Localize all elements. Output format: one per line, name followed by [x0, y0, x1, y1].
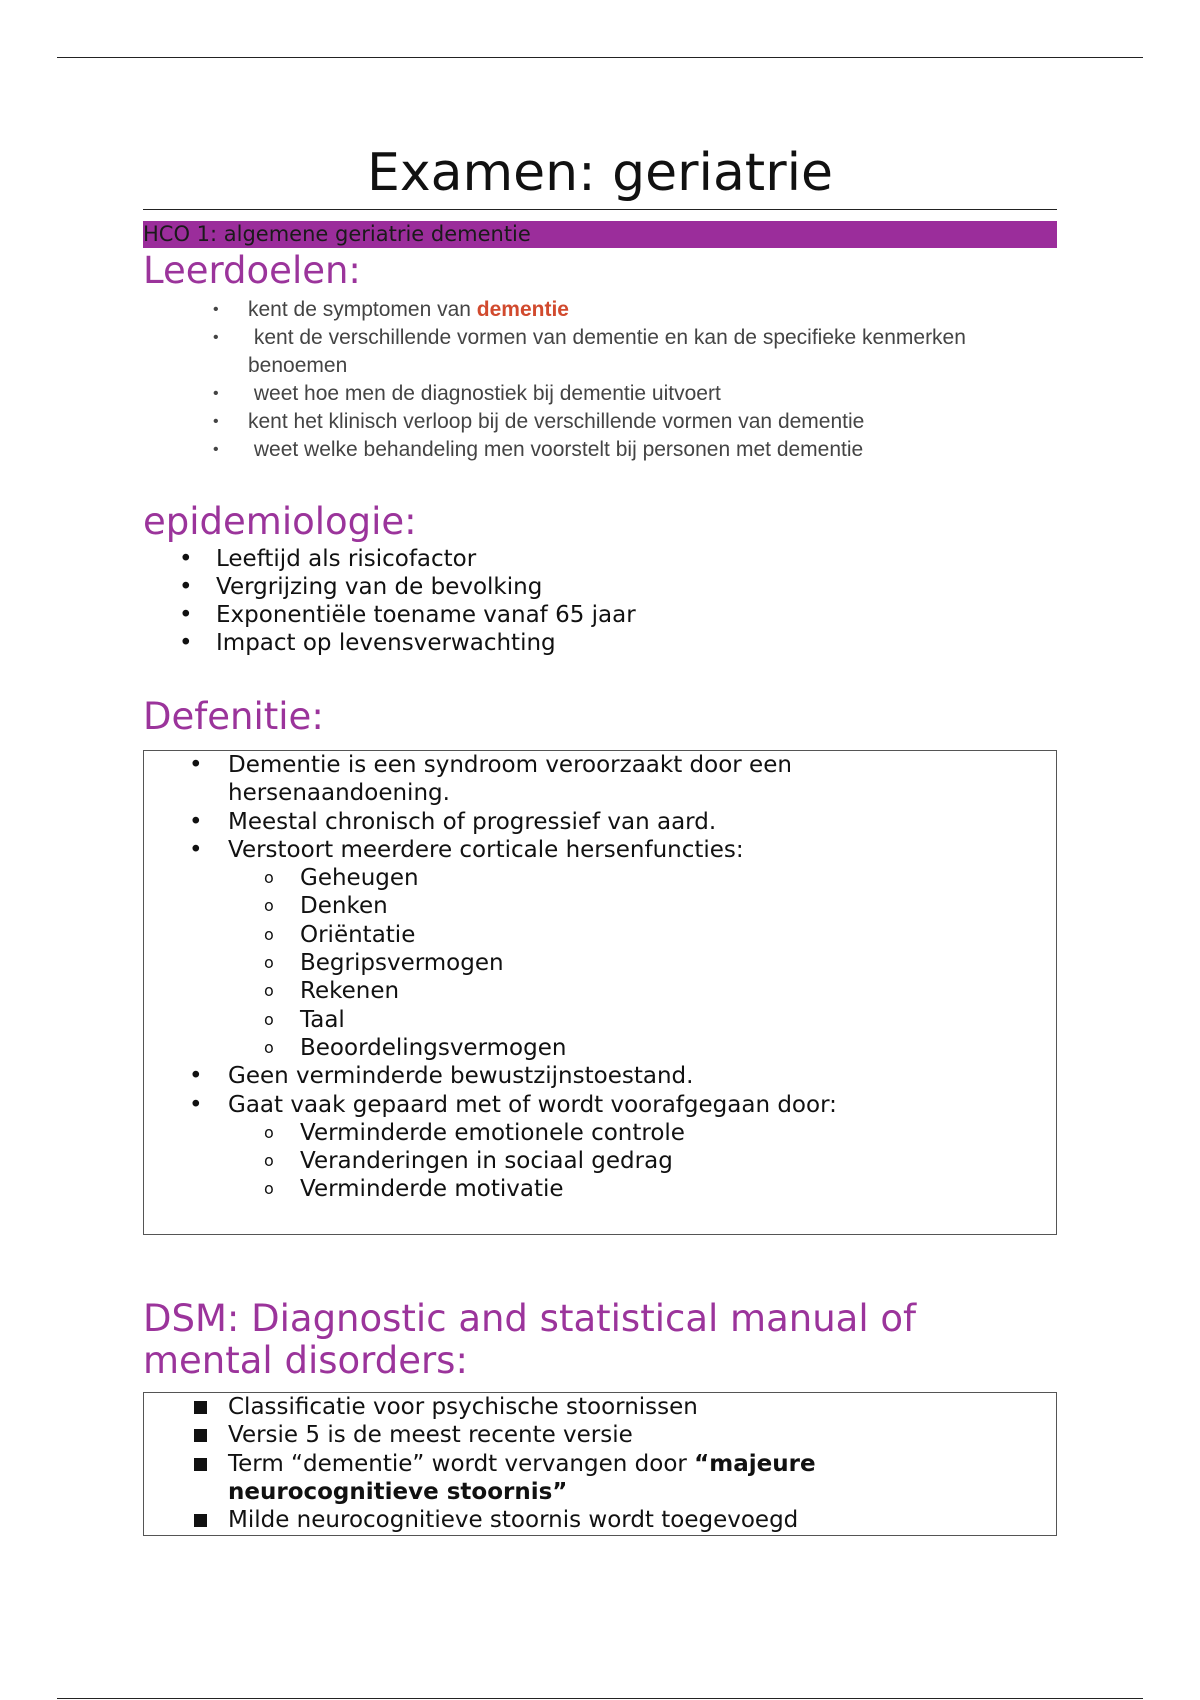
list-item-text: Geheugen [300, 865, 419, 892]
dsm-heading: DSM: Diagnostic and statistical manual of mental disorders: [143, 1297, 917, 1382]
list-item [144, 1006, 1056, 1034]
list-item-text: Oriëntatie [300, 921, 416, 948]
defenitie-list [144, 751, 1056, 1204]
list-item [144, 751, 1056, 808]
list-item-text: Verminderde motivatie [300, 1176, 564, 1203]
goal-highlight: dementie [476, 298, 569, 321]
list-item-text: Milde neurocognitieve stoornis wordt toegevoegd [228, 1507, 799, 1534]
list-item [144, 977, 1056, 1005]
list-item-text: Leeftijd als risicofactor [216, 546, 477, 572]
circle-bullet-icon: o [264, 981, 274, 1001]
circle-bullet-icon: o [264, 1009, 274, 1029]
list-item [144, 921, 1056, 949]
bullet-icon: • [189, 1091, 203, 1118]
bullet-icon: • [213, 329, 219, 346]
list-item-text: Verstoort meerdere corticale hersenfuncties: [228, 836, 744, 863]
list-item [213, 436, 1013, 464]
list-item-text: Geen verminderde bewustzijnstoestand. [228, 1063, 694, 1090]
list-item [144, 1393, 1056, 1421]
list-item-text: Rekenen [300, 978, 400, 1005]
list-item [213, 408, 1013, 436]
list-item [144, 1421, 1056, 1449]
page-title: Examen: geriatrie [143, 140, 1057, 210]
defenitie-box [143, 750, 1057, 1235]
list-item-text: Verminderde emotionele controle [300, 1119, 685, 1146]
list-item-text: Gaat vaak gepaard met of wordt voorafgegaan door: [228, 1091, 837, 1118]
bullet-icon: • [179, 546, 193, 572]
list-item [144, 1034, 1056, 1062]
goal-text: kent de symptomen van [248, 298, 477, 321]
bullet-icon: • [189, 752, 203, 778]
list-item-text: Begripsvermogen [300, 950, 504, 977]
list-item [213, 324, 1013, 380]
list-item-text: Vergrijzing van de bevolking [216, 574, 543, 600]
list-item [213, 296, 1013, 324]
goal-text: kent de verschillende vormen van dementie en kan de specifieke kenmerken benoemen [248, 326, 972, 377]
list-item-text: Versie 5 is de meest recente versie [228, 1422, 633, 1449]
list-item [144, 1175, 1056, 1203]
top-page-rule [57, 57, 1143, 58]
list-item [144, 1506, 1056, 1534]
circle-bullet-icon: o [264, 1037, 274, 1057]
bottom-page-rule [57, 1698, 1143, 1699]
square-bullet-icon [194, 1514, 207, 1527]
circle-bullet-icon: o [264, 896, 274, 916]
circle-bullet-icon: o [264, 1122, 274, 1142]
list-item [144, 1147, 1056, 1175]
list-item [143, 573, 1057, 601]
square-bullet-icon [194, 1429, 207, 1442]
bullet-icon: • [179, 630, 193, 656]
list-item [144, 1062, 1056, 1090]
list-item [143, 601, 1057, 629]
bullet-icon: • [213, 385, 219, 402]
list-item [143, 629, 1057, 657]
list-item-text: Term “dementie” wordt vervangen door [228, 1450, 695, 1477]
goal-text: kent het klinisch verloop bij de verschillende vormen van dementie [248, 410, 865, 433]
bullet-icon: • [213, 441, 219, 458]
defenitie-heading: Defenitie: [143, 695, 324, 738]
list-item [144, 836, 1056, 864]
bullet-icon: • [213, 301, 219, 318]
list-item-text: Impact op levensverwachting [216, 630, 556, 656]
list-item-text: Classificatie voor psychische stoornissen [228, 1394, 698, 1420]
list-item [213, 380, 1013, 408]
list-item [144, 892, 1056, 920]
list-item-text: Veranderingen in sociaal gedrag [300, 1148, 673, 1175]
epidemiologie-list [143, 545, 1057, 657]
leerdoelen-heading: Leerdoelen: [143, 249, 361, 292]
bullet-icon: • [179, 602, 193, 628]
bullet-icon: • [189, 836, 203, 863]
circle-bullet-icon: o [264, 924, 274, 944]
list-item [144, 949, 1056, 977]
square-bullet-icon [194, 1458, 207, 1471]
course-banner: HCO 1: algemene geriatrie dementie [143, 221, 1057, 248]
list-item-text: Exponentiële toename vanaf 65 jaar [216, 602, 636, 628]
list-item [144, 864, 1056, 892]
epidemiologie-heading: epidemiologie: [143, 500, 417, 543]
circle-bullet-icon: o [264, 1151, 274, 1171]
circle-bullet-icon: o [264, 1179, 274, 1199]
leerdoelen-list [213, 296, 1013, 464]
list-item [143, 545, 1057, 573]
list-item-text: Taal [300, 1006, 345, 1033]
list-item-emphasis: “majeure neurocognitieve stoornis” [228, 1450, 816, 1505]
bullet-icon: • [189, 1063, 203, 1090]
dsm-list [144, 1393, 1056, 1534]
goal-text: weet hoe men de diagnostiek bij dementie uitvoert [248, 382, 721, 405]
list-item [144, 1450, 1056, 1507]
list-item [144, 1119, 1056, 1147]
bullet-icon: • [189, 808, 203, 835]
circle-bullet-icon: o [264, 868, 274, 888]
circle-bullet-icon: o [264, 953, 274, 973]
bullet-icon: • [179, 574, 193, 600]
list-item [144, 1091, 1056, 1119]
bullet-icon: • [213, 413, 219, 430]
list-item-text: Beoordelingsvermogen [300, 1034, 567, 1061]
list-item-text: Denken [300, 893, 388, 920]
list-item-text: Dementie is een syndroom veroorzaakt door een hersenaandoening. [228, 752, 792, 807]
list-item [144, 808, 1056, 836]
goal-text: weet welke behandeling men voorstelt bij personen met dementie [248, 438, 864, 461]
square-bullet-icon [194, 1401, 207, 1414]
list-item-text: Meestal chronisch of progressief van aard. [228, 808, 717, 835]
dsm-box [143, 1392, 1057, 1536]
